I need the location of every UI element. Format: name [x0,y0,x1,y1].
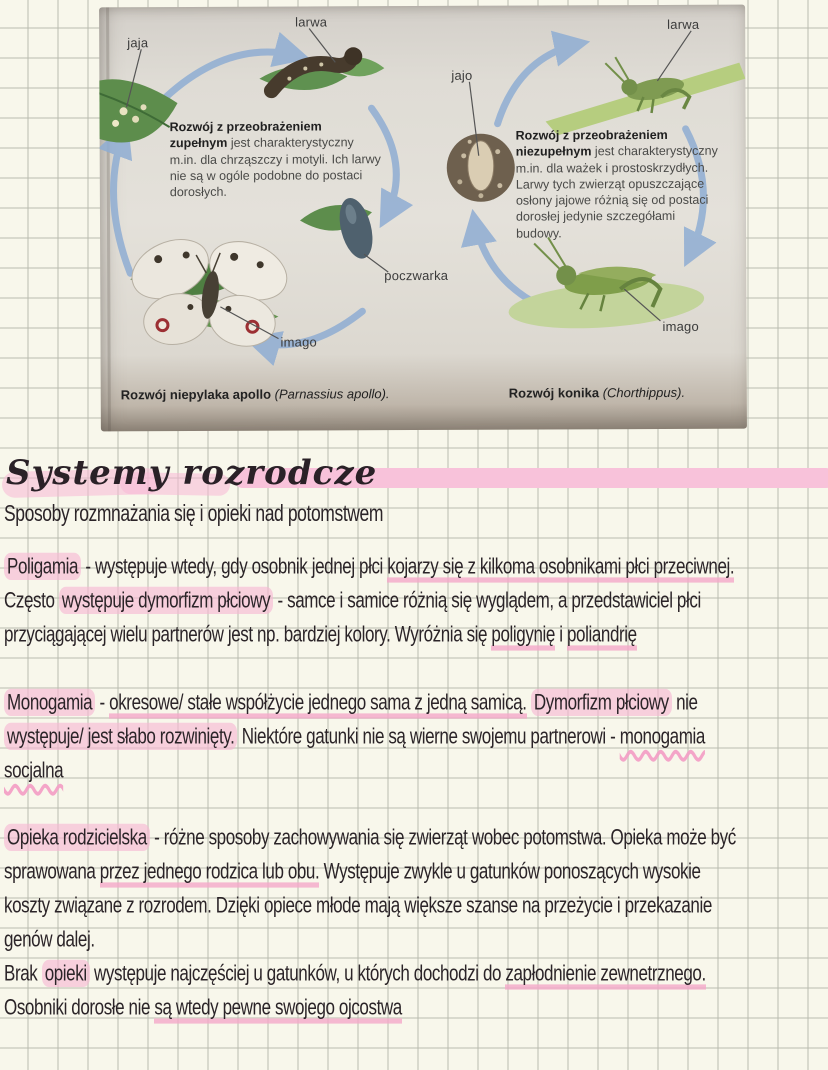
book-page-edge [106,7,111,431]
label-imago-left: imago [280,334,317,350]
label-poczwarka: poczwarka [384,267,449,284]
label-imago-right: imago [662,318,699,334]
left-cycle-caption [121,386,390,402]
right-cycle-caption [509,385,685,401]
handwritten-line: przyciągającej wielu partnerów jest np. bardziej kolory. Wyróżnia się poligynię i poliandrię [4,613,828,657]
handwritten-line: Osobniki dorosłe nie są wtedy pewne swojego ojcostwa [4,986,828,1030]
handwritten-line: socjalna [4,758,64,783]
right-cycle-description-bold: Rozwój z przeobrażeniem niezupełnym [515,127,668,159]
right-caption-italic: (Chorthippus). [599,384,686,401]
handwritten-line: Brak opieki występuje najczęściej u gatunków, u których dochodzi do zapłodnienie zewnetrznego. [4,952,828,996]
pupa-illustration [300,194,388,272]
left-cycle-description-text: jest charakterystyczny m.in. dla chrząszczy i motyli. Ich larwy nie są w ogóle podobne do postaci dorosłych. [169,135,381,200]
handwritten-line: Często występuje dymorfizm płciowy - samce i samice różnią się wyglądem, a przedstawiciel płci [4,588,701,613]
left-caption-bold: Rozwój niepylaka apollo [120,386,272,403]
label-jajo: jajo [451,67,473,83]
butterfly-illustration [123,228,296,353]
label-larwa-left: larwa [295,14,328,30]
right-cycle-description [516,127,721,242]
left-cycle-description [170,118,382,200]
handwritten-line: koszty związane z rozrodem. Dzięki opiece młode mają większe szanse na przeżycie i przekazanie [4,893,712,918]
left-cycle-description-bold: Rozwój z przeobrażeniem zupełnym [169,119,322,151]
notes-subtitle [4,496,828,530]
handwritten-line: Sposoby rozmnażania się i opieki nad potomstwem [4,500,384,526]
paragraph-monogamia [4,686,828,788]
handwritten-line: Monogamia - okresowe/ stałe współżycie jednego sama z jedną samicą. Dymorfizm płciowy nie [4,681,828,725]
paragraph-opieka [4,821,828,1025]
handwritten-line: sprawowana przez jednego rodzica lub obu. Występuje zwykle u gatunków ponoszących wysokie [4,850,828,894]
page-title: Systemy rozrodcze [6,453,378,493]
handwritten-line: występuje/ jest słabo rozwinięty. Niektóre gatunki nie są wierne swojemu partnerowi - monogamia [4,715,828,759]
right-caption-bold: Rozwój konika [508,385,600,401]
label-larwa-right: larwa [667,16,700,32]
left-caption-italic: (Parnassius apollo). [270,386,390,402]
handwritten-line: Opieka rodzicielska - różne sposoby zachowywania się zwierząt wobec potomstwa. Opieka może być [4,816,828,860]
paragraph-poligamia [4,550,828,652]
handwritten-line: genów dalej. [4,927,95,952]
label-jaja: jaja [127,35,149,51]
caterpillar-illustration [259,28,384,91]
right-cycle-description-text: jest charakterystyczny m.in. dla ważek i prostoskrzydłych. Larwy tych zwierząt opuszczające osłony jajowe różnią się od postaci dorosłej jedynie szczegółami budowy. [515,143,718,241]
textbook-photo[interactable] [99,5,747,432]
handwritten-line: Poligamia - występuje wtedy, gdy osobnik jednej płci kojarzy się z kilkoma osobnikami płci przeciwnej. [4,545,828,589]
